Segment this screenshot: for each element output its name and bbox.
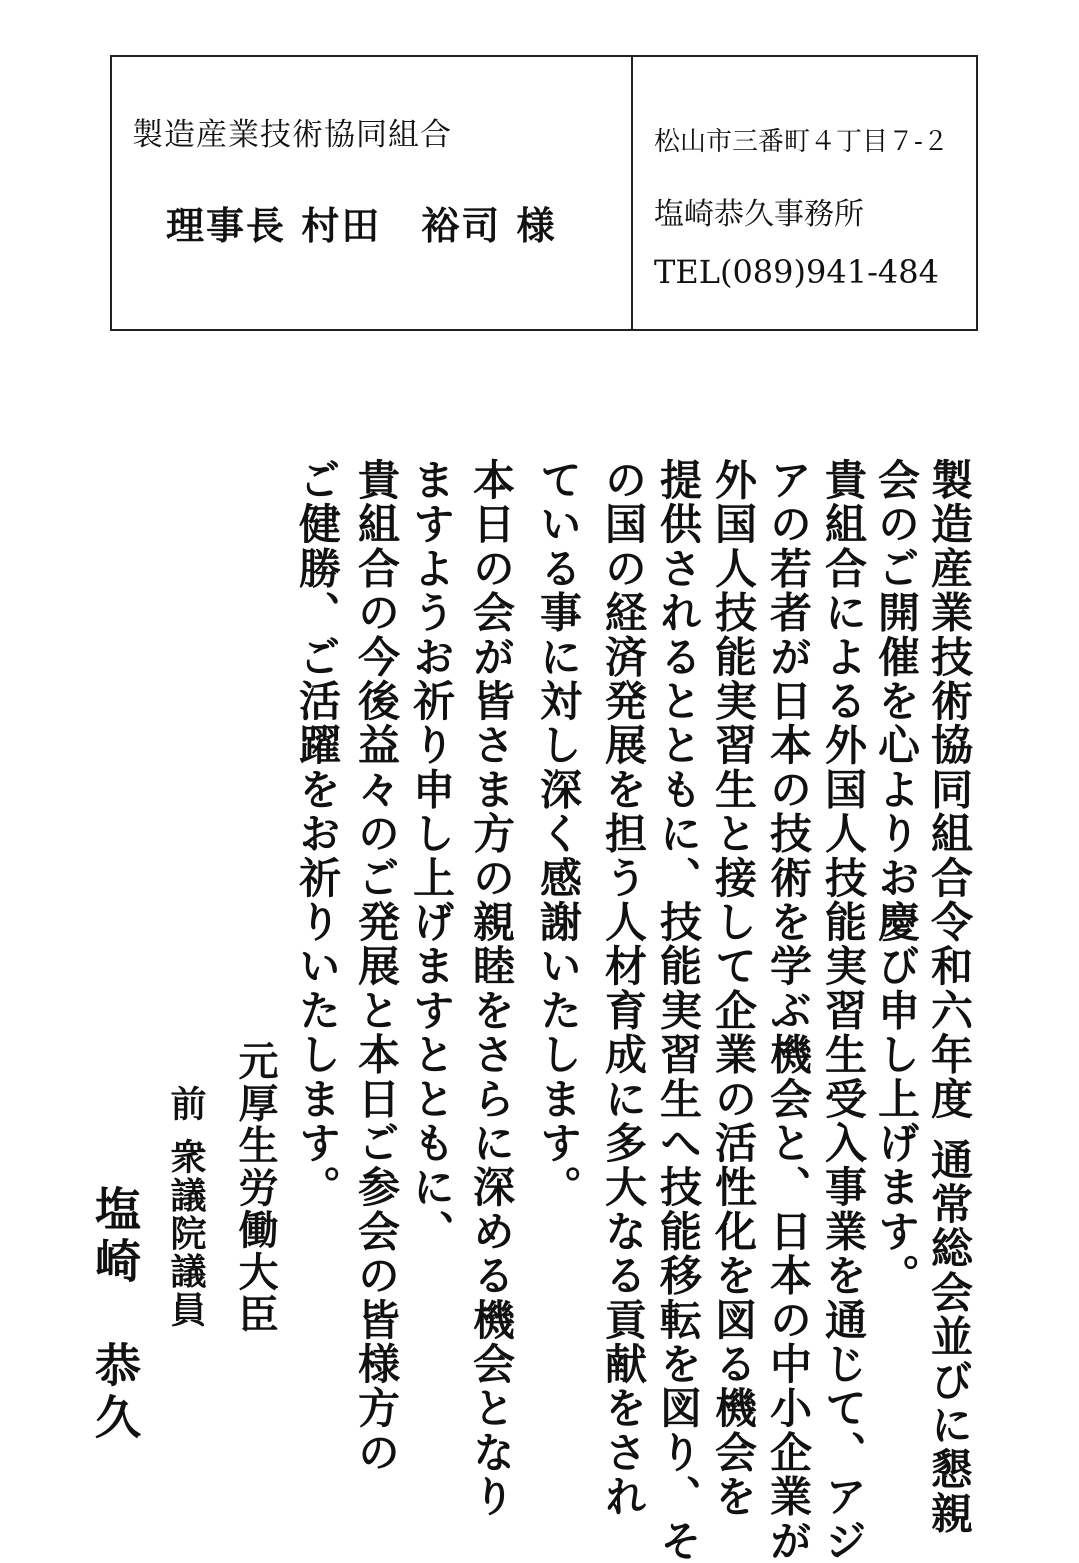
message-line: 会のご開催を心よりお慶び申し上げます。 [872, 458, 921, 1298]
message-line: アの若者が日本の技術を学ぶ機会と、日本の中小企業が [764, 458, 813, 1563]
sender-telephone: TEL(089)941-484 [654, 253, 939, 291]
message-line: 製造産業技術協同組合令和六年度 通常総会並びに懇親 [925, 458, 974, 1536]
sender-office: 塩崎恭久事務所 [654, 197, 864, 232]
message-line: 貴組合による外国人技能実習生受入事業を通じて、アジ [819, 458, 868, 1563]
message-line: 貴組合の今後益々のご発展と本日ご参会の皆様方の [352, 458, 401, 1475]
signature-role: 前 衆議院議員 [165, 1085, 207, 1329]
message-line: の国の経済発展を担う人材育成に多大なる貢献をされ [599, 458, 648, 1519]
message-line: ご健勝、ご活躍をお祈りいたします。 [293, 458, 342, 1210]
signature-title: 元厚生労働大臣 [232, 1040, 279, 1336]
signature-name: 塩崎 恭久 [88, 1185, 142, 1445]
recipient-organization: 製造産業技術協同組合 [132, 117, 452, 153]
message-line: ますようお祈り申し上げますとともに、 [407, 458, 456, 1254]
message-line: ている事に対し深く感謝いたします。 [534, 458, 583, 1210]
message-line: 本日の会が皆さま方の親睦をさらに深める機会となり [467, 458, 516, 1519]
message-line: 提供されるとともに、技能実習生へ技能移転を図り、そ [654, 458, 703, 1563]
sender-address: 松山市三番町４丁目７-２ [654, 127, 949, 157]
message-line: 外国人技能実習生と接して企業の活性化を図る機会を [709, 458, 758, 1519]
recipient-name: 理事長 村田 裕司 様 [166, 203, 557, 248]
